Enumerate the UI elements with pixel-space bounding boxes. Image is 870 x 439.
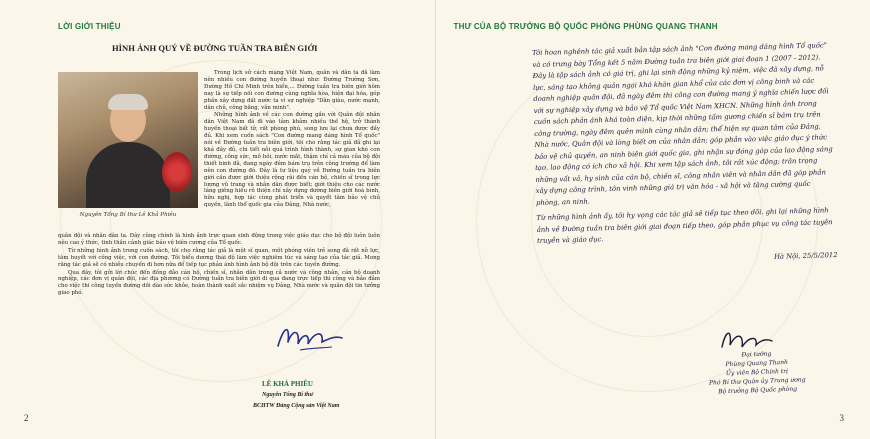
section-heading: LỜI GIỚI THIỆU [58,22,121,31]
body-column [204,70,380,210]
signature-line: Đại tướng [740,350,771,359]
signature-line: Phó Bí thư Quân ủy Trung ương [708,376,806,387]
body-full-width [58,233,380,298]
paragraph: Những hình ảnh về các con đường gắn với Quân đội nhân dân Việt Nam đã đi vào tâm khảm nhiều thế hệ, trở thành huyền thoại bất tử, rất phong phú, song lưu lại chưa được đầy đủ. Khi xem cuốn sách "Con đường mang dáng hình Tổ quốc" nói về Đường tuần tra biên giới, tôi cho rằng tác giả đã ghi lại khá đầy đủ, chi tiết nỗi quá trình hình thành, sự gian khó con đường, công sức, mồ hôi, nước mắt, thậm chí cả máu của bộ đội thiết binh đã, đang ngày đêm bám trụ trên công trường để làm nên con đường đó. Đây là tư liệu quý về Đường tuần tra biên giới cần được giới thiệu rộng rãi đến cán bộ, chiến sĩ trong lực lượng vũ trang và nhân dân được biết; giới thiệu cho các nước láng giềng hiểu rõ thiện chí xây dựng đường biên giới hoà bình, hữu nghị, hợp tác cùng phát triển và quyết tâm bảo vệ chủ quyền, lãnh thổ quốc gia của Đảng, Nhà nước, [204,112,380,209]
paragraph: Qua đây, tôi gửi lời chúc đến đồng đảo cán bộ, chiến sĩ, nhân dân trong cả nước và công nhân, cán bộ doanh nghiệp, các đơn vị quân đội, các địa phương có Đường tuần tra biên giới đi qua đang trực tiếp thi công và bảo đảm cho việc thi công tuyến đường dồi dào sức khỏe, hoàn thành xuất sắc nhiệm vụ Đảng, Nhà nước và quân đội tin tưởng giao phó. [58,269,380,297]
portrait-photo [58,72,198,208]
signature-line: Bộ trưởng Bộ Quốc phòng [717,385,797,396]
paragraph: Từ những hình ảnh trong cuốn sách, tôi cho rằng tác giả là một sĩ quan, một phóng viên trẻ song đã rất nỗ lực, tâm huyết với công việc, với con đường. Tôi biểu dương thái độ làm việc nghiêm túc và sáng tạo của tác giả. Mong rằng tác giả sẽ có nhiều chuyến đi hơn nữa để tiếp tục phản ánh hình ảnh bộ đội trên các tuyến đường. [58,247,380,268]
letter-paragraph: Tôi hoan nghênh tác giả xuất bản tập sách ảnh "Con đường mang dáng hình Tổ quốc" và có trưng bày Tổng kết 5 năm Đường tuần tra biên giới giai đoạn 1 (2007 - 2012). Đây là tập sách ảnh có giá trị, ghi lại sinh động những kỷ niệm, việc đã xây dựng, nỗ lực, sáng tạo không quản ngại khó khăn gian khổ của các đơn vị công binh và các doanh nghiệp quân đội, đã ngày đêm thi công con đường mang ý nghĩa chiến lược đối với sự nghiệp xây dựng và bảo vệ Tổ quốc Việt Nam XHCN. Những hình ảnh trong cuốn sách phản ánh khá toàn diện, kịp thời những tấm gương chiến sĩ bám trụ trên công trường, ngày đêm quên mình cùng nhân dân; thể hiện sự quan tâm của Đảng, Nhà nước, Quân đội và lòng biết ơn của nhân dân; góp phần vào việc giáo dục ý thức bảo vệ chủ quyền, an ninh biên giới quốc gia, ghi nhận sự đóng góp của lao động sáng tạo, lao động có ích cho xã hội. Khi xem tập sách ảnh, tôi rất xúc động; trân trọng những vất vả, hy sinh của cán bộ, chiến sĩ, công nhân viên và nhân dân đã góp phần xây dựng công trình, tôn vinh những giá trị văn hóa - xã hội và tăng cường quốc phòng, an ninh. [531,41,833,207]
paragraph: Trong lịch sử cách mạng Việt Nam, quân và dân ta đã làm nên nhiều con đường huyền thoại như: Đường Trường Sơn, Đường Hồ Chí Minh trên biển,... Đường tuần tra biên giới hôm nay là sự tiếp nối con đường cùng nghĩa hòa, hiện đại hóa, góp phần xây dựng đất nước ta vì sự nghiệp "Dân giàu, nước mạnh, dân chủ, công bằng, văn minh". [204,70,380,111]
handwritten-letter [532,40,838,269]
author-signature [270,320,350,356]
article-title: HÌNH ẢNH QUÝ VỀ ĐƯỜNG TUẦN TRA BIÊN GIỚI [112,43,318,53]
signature-line: Phùng Quang Thanh [724,358,788,369]
author-role: Nguyên Tổng Bí thư [262,392,314,398]
right-page [435,0,870,439]
photo-caption: Nguyên Tổng Bí thư Lê Khả Phiêu [79,212,177,218]
section-heading: THƯ CỦA BỘ TRƯỞNG BỘ QUỐC PHÒNG PHÙNG QUANG THANH [453,22,718,31]
letter-date: Hà Nội, 25/5/2012 [773,250,838,261]
author-organization: BCHTW Đảng Cộng sản Việt Nam [253,403,340,409]
signature-block [681,347,832,397]
signature-line: Ủy viên Bộ Chính trị [725,367,788,378]
paragraph: quân đội và nhân dân ta. Đây cũng chính là hình ảnh trực quan sinh động trong việc giáo dục cho bộ đội luôn luôn nêu cao ý thức, tinh thần cảnh giác bảo vệ biên cương của Tổ quốc. [58,233,380,246]
letter-paragraph: Từ những hình ảnh ấy, tôi hy vọng các tác giả sẽ tiếp tục theo dõi, ghi lại những hình ảnh về Đường tuần tra biên giới giai đoạn tiếp theo, góp phần phục vụ công tác tuyên truyền và giáo dục. [535,206,833,245]
author-name: LÊ KHẢ PHIÊU [262,380,313,388]
page-number: 2 [24,413,29,423]
page-number: 3 [839,413,844,423]
